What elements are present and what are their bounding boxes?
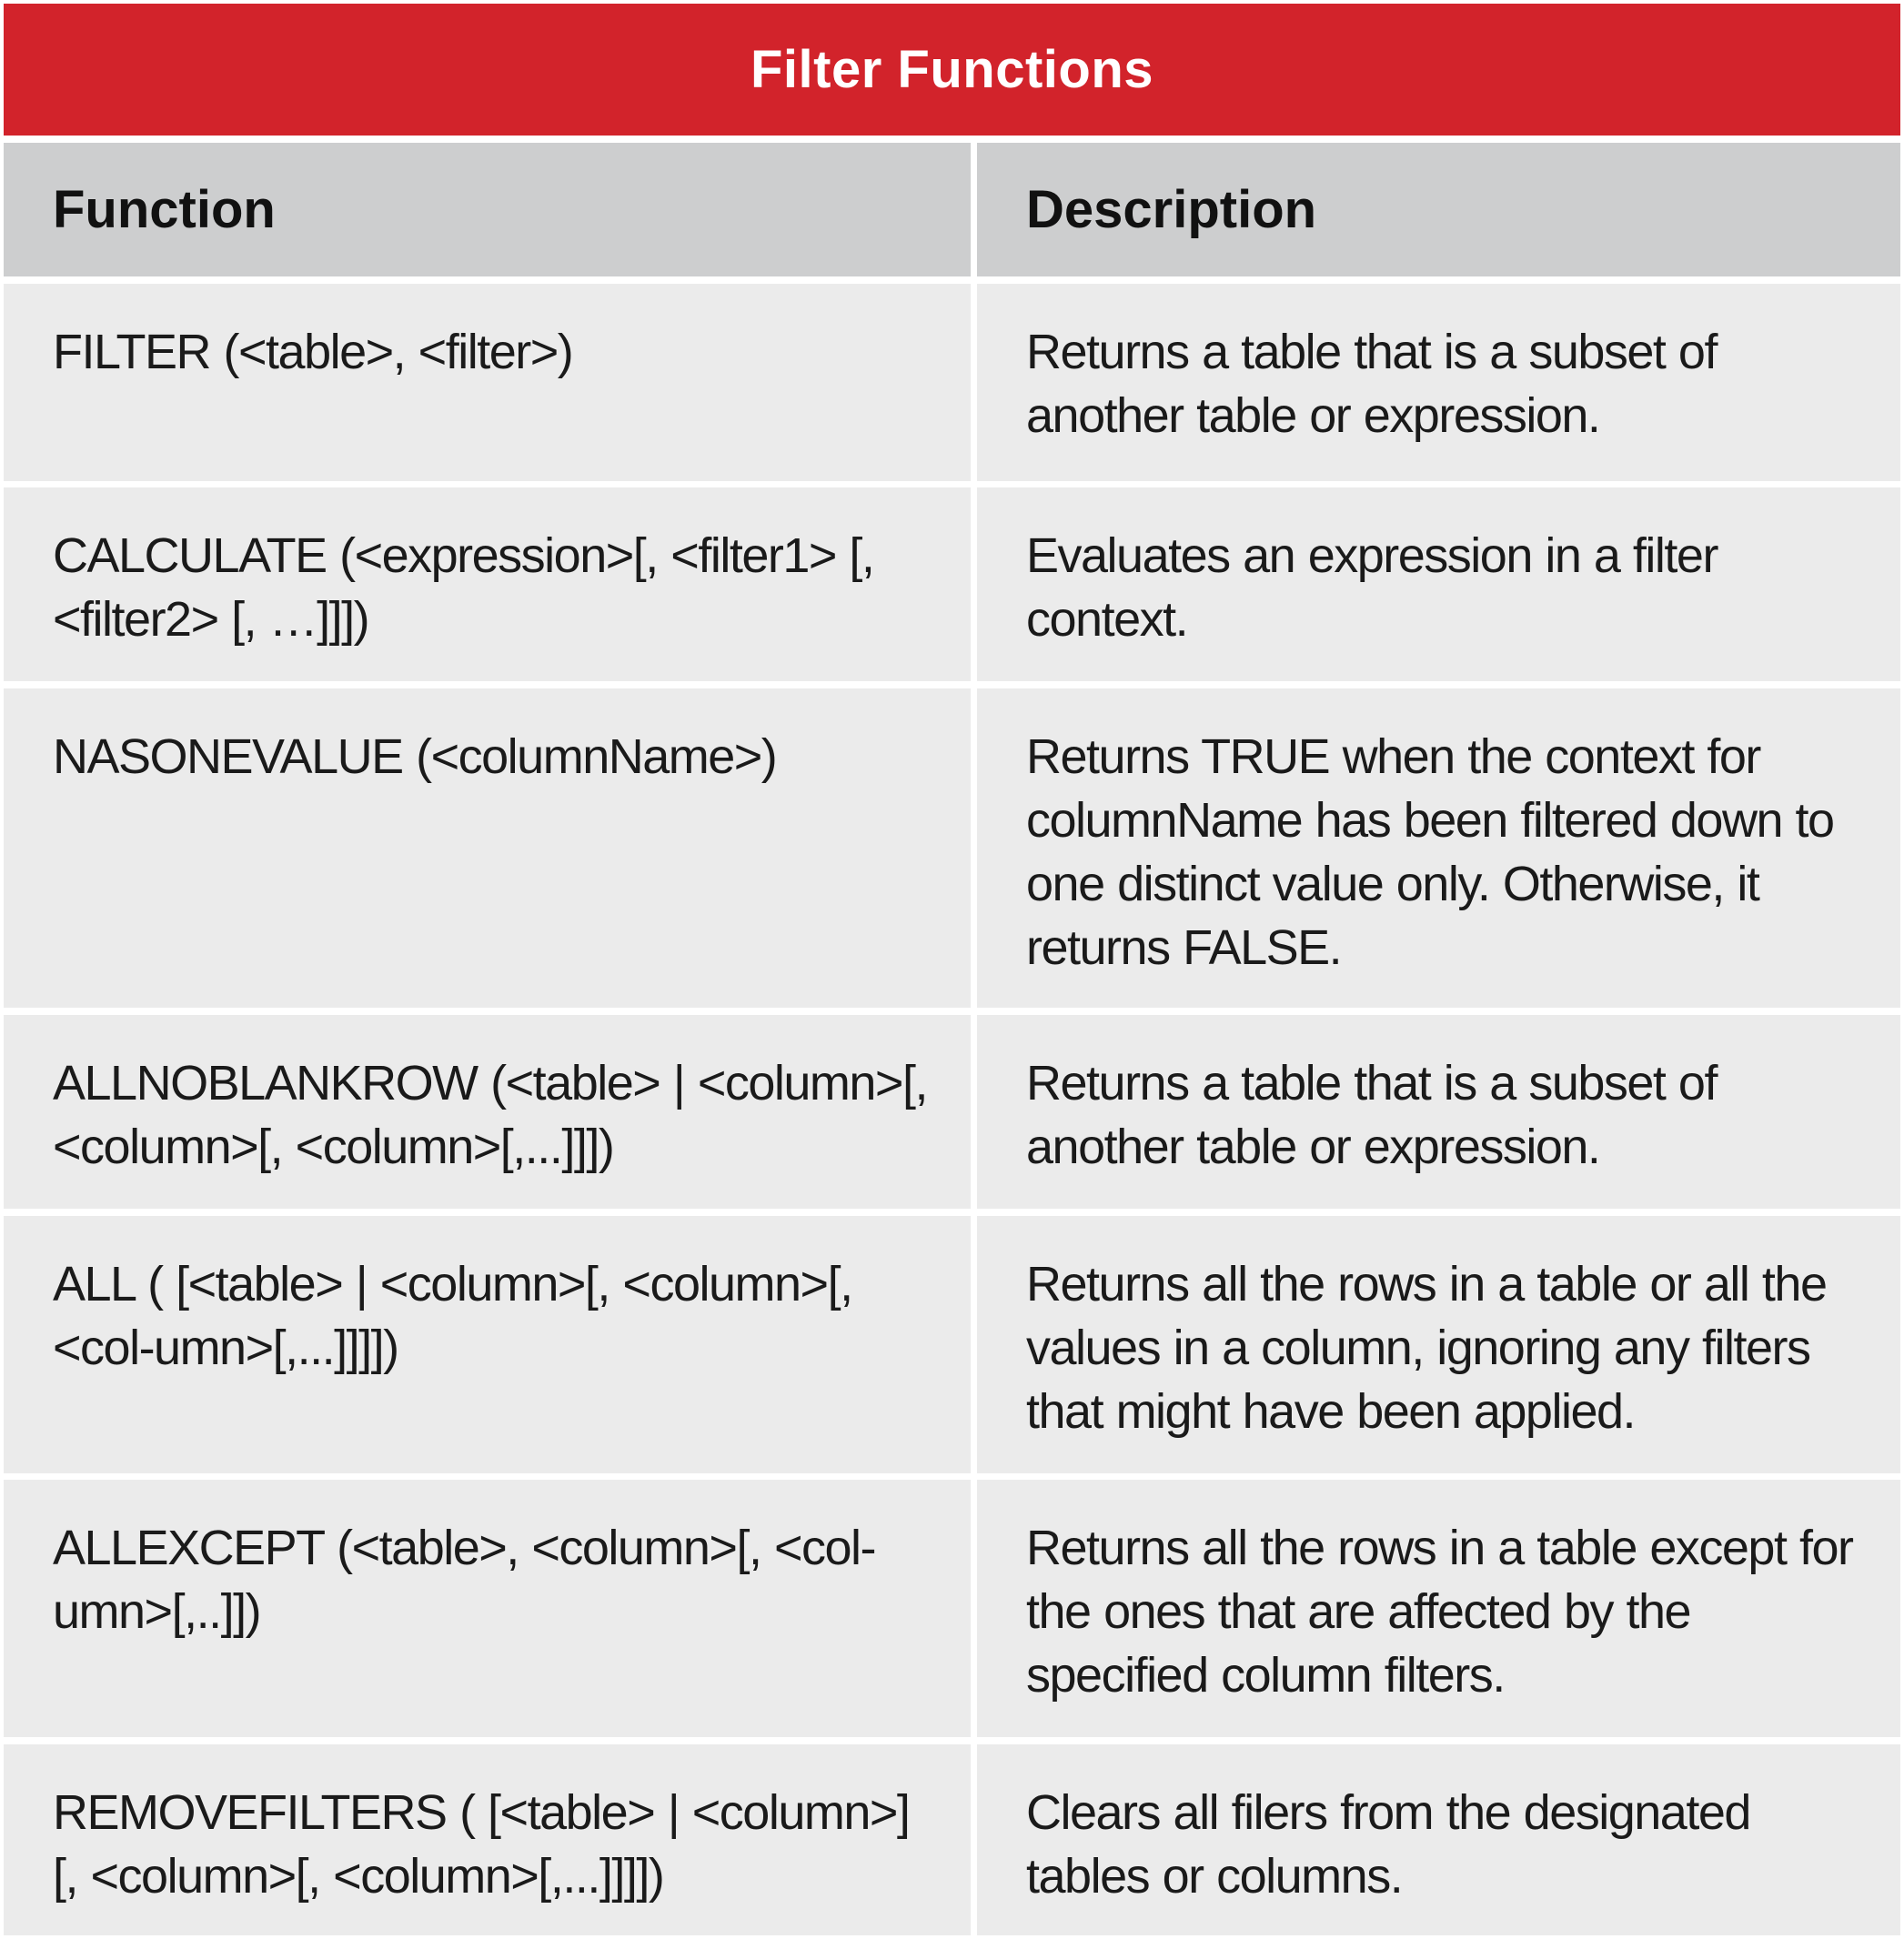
function-cell: ALLEXCEPT (<table>, <column>[, <col-umn>[,..]]) (4, 1480, 971, 1737)
description-cell: Returns TRUE when the context for columnName has been filtered down to one distinct value only. Otherwise, it returns FALSE. (977, 688, 1900, 1008)
table-row (4, 487, 1900, 681)
description-cell: Returns a table that is a subset of another table or expression. (977, 284, 1900, 481)
description-cell: Returns a table that is a subset of another table or expression. (977, 1015, 1900, 1209)
table-row (4, 688, 1900, 1008)
function-cell: REMOVEFILTERS ( [<table> | <column>] [, <column>[, <column>[,...]]]]) (4, 1744, 971, 1935)
function-cell: FILTER (<table>, <filter>) (4, 284, 971, 481)
function-cell: ALLNOBLANKROW (<table> | <column>[, <column>[, <column>[,...]]]) (4, 1015, 971, 1209)
table-title: Filter Functions (4, 4, 1900, 136)
column-header-description: Description (977, 143, 1900, 276)
function-cell: CALCULATE (<expression>[, <filter1> [, <filter2> [, …]]]) (4, 487, 971, 681)
table-row (4, 1216, 1900, 1473)
filter-functions-table (4, 4, 1900, 1935)
description-cell: Evaluates an expression in a filter context. (977, 487, 1900, 681)
table-row (4, 1015, 1900, 1209)
table-row (4, 1480, 1900, 1737)
description-cell: Returns all the rows in a table or all the values in a column, ignoring any filters that might have been applied. (977, 1216, 1900, 1473)
description-cell: Clears all filers from the designated tables or columns. (977, 1744, 1900, 1935)
function-cell: NASONEVALUE (<columnName>) (4, 688, 971, 1008)
column-header-function: Function (4, 143, 971, 276)
table-header-row (4, 143, 1900, 276)
table-row (4, 1744, 1900, 1935)
function-cell: ALL ( [<table> | <column>[, <column>[, <col-umn>[,...]]]]) (4, 1216, 971, 1473)
description-cell: Returns all the rows in a table except for the ones that are affected by the specified column filters. (977, 1480, 1900, 1737)
table-row (4, 284, 1900, 481)
